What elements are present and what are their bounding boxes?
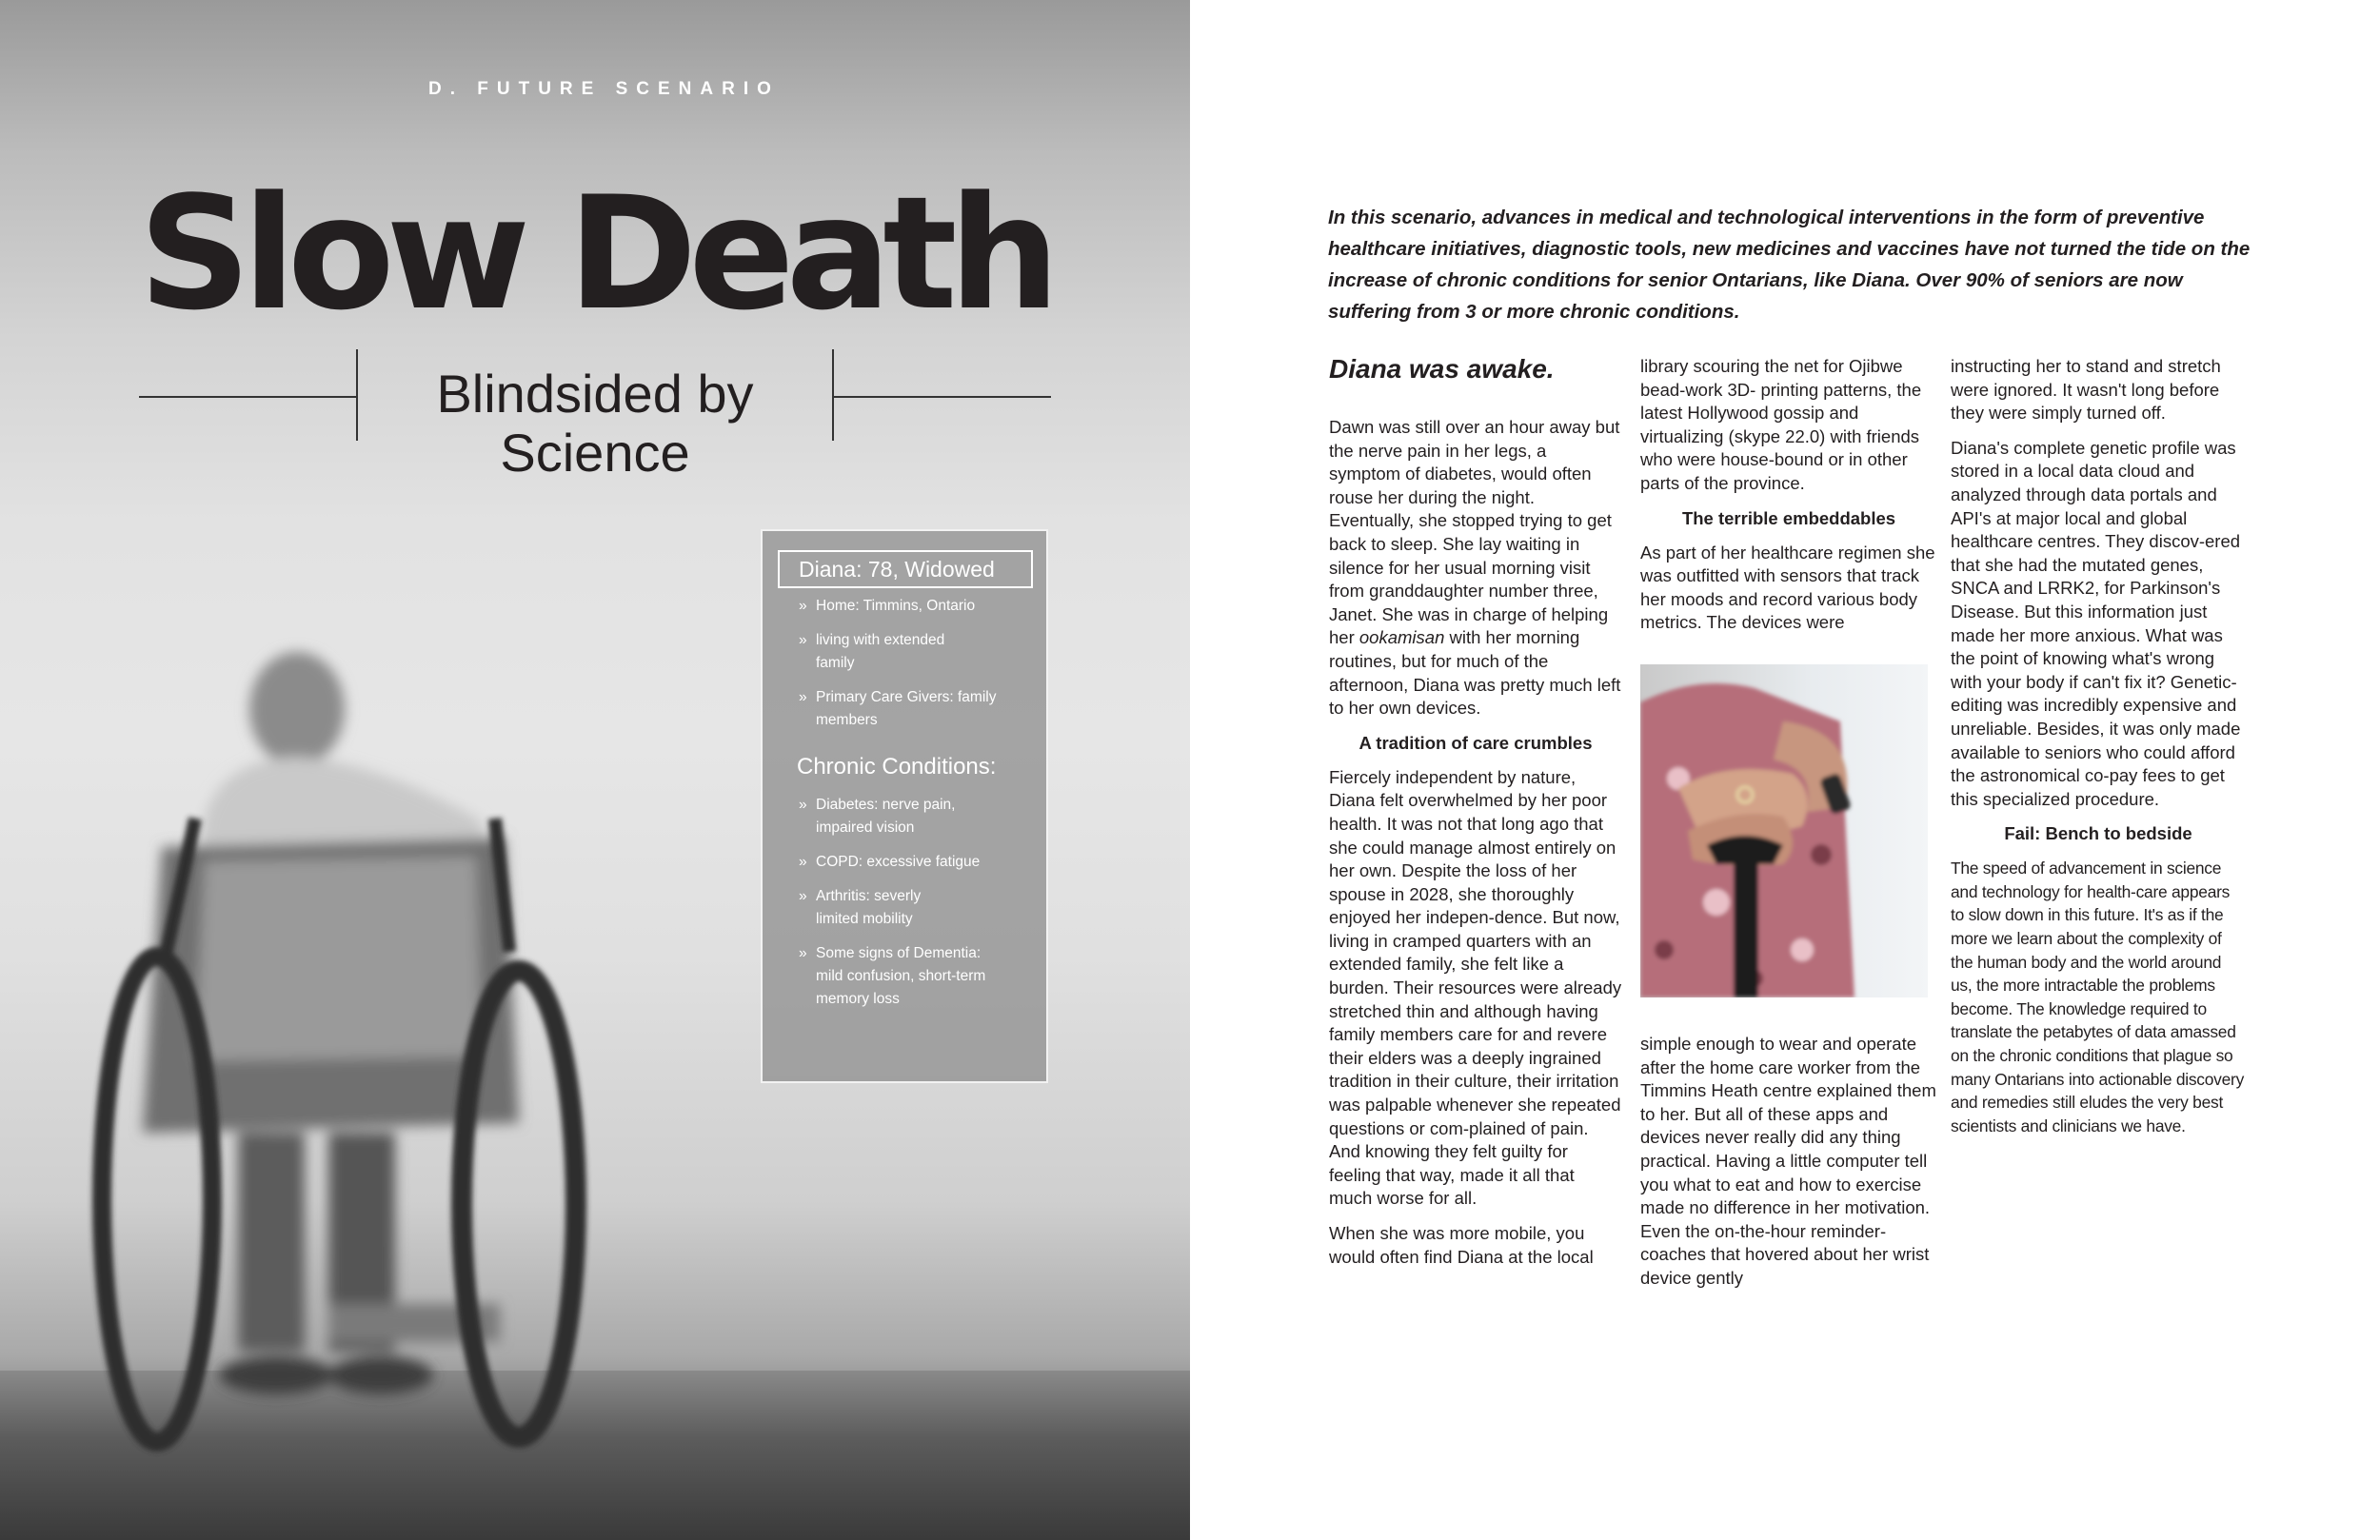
bullet-icon: »: [799, 797, 807, 813]
paragraph: Dawn was still over an hour away but the nerve pain in her legs, a symptom of diabetes, would often rouse her during the night. Eventually, she stopped trying to get back to sleep. She lay waiting in silence for her usual morning visit from granddaughter number three, Janet. She was in charge of helping her ookamisan with her morning routines, but for much of the afternoon, Diana was pretty much left to her own devices.: [1329, 417, 1621, 719]
section-heading: A tradition of care crumbles: [1359, 732, 1593, 753]
bullet-icon: »: [799, 945, 807, 961]
rule-bar-right: [832, 349, 834, 441]
intro-paragraph: In this scenario, advances in medical and technological interventions in the form of preventive healthcare initiatives, diagnostic tools, new medicines and vaccines have not turned the tide on the increase of chronic conditions for senior Ontarians, like Diana. Over 90% of seniors are now suffering from 3 or more chronic conditions.: [1328, 207, 2251, 323]
hands-on-cane-photo: [1640, 664, 1928, 997]
conditions-heading: Chronic Conditions:: [797, 754, 997, 780]
rule-left: [139, 396, 356, 398]
paragraph: instructing her to stand and stretch were ignored. It wasn't long before they were simply turned off.: [1951, 356, 2221, 424]
section-label: D. FUTURE SCENARIO: [428, 79, 780, 99]
paragraph: Diana's complete genetic profile was stored in a local data cloud and analyzed through data portals and API's at major local and global healthcare centres. They discov-ered that she had the mutated genes, SNCA and LRRK2, for Parkinson's Disease. But this information just made her more anxious. What was the point of knowing what's wrong with your body if can't fix it? Genetic-editing was incredibly expensive and unreliable. Besides, it was only made available to seniors who could afford the astronomical co-pay fees to get this specialized procedure.: [1951, 437, 2241, 809]
condition-item: » Diabetes: nerve pain, impaired vision: [799, 794, 1006, 839]
page-title: Slow Death: [138, 163, 1052, 345]
paragraph: The speed of advancement in science and technology for health-care appears to slow down in this future. It's as if the more we learn about the complexity of the human body and the world around us, the more intractable the problems become. The knowledge required to translate the petabytes of data amassed on the chronic conditions that plague so many Ontarians into actionable discovery and remedies still eludes the very best scientists and clinicians we have.: [1951, 859, 2245, 1135]
article-column-2: [1640, 355, 1937, 646]
article-column-2-continued: [1640, 1033, 1937, 1302]
bullet-icon: »: [799, 689, 807, 705]
bullet-icon: »: [799, 632, 807, 648]
paragraph: As part of her healthcare regimen she was outfitted with sensors that track her moods and record various body metrics. The devices were: [1640, 542, 1935, 633]
persona-details-list: [799, 595, 1037, 743]
section-heading: Fail: Bench to bedside: [2004, 823, 2192, 844]
rule-right: [834, 396, 1051, 398]
persona-detail: » Home: Timmins, Ontario: [799, 595, 1037, 618]
condition-item: » Some signs of Dementia: mild confusion, short-term memory loss: [799, 942, 1006, 1011]
paragraph: simple enough to wear and operate after the home care worker from the Timmins Heath centre explained them to her. But all of these apps and devices never really did any thing practical. Having a little computer tell you what to eat and how to exercise made no difference in her motivation. Even the on-the-hour reminder-coaches that hovered about her wrist device gently: [1640, 1034, 1936, 1288]
paragraph: Fiercely independent by nature, Diana felt overwhelmed by her poor health. It was not that long ago that she could manage almost entirely on her own. Despite the loss of her spouse in 2028, she thoroughly enjoyed her indepen-dence. But now, living in cramped quarters with an extended family, she felt like a burden. Their resources were already stretched thin and although having family members care for and revere their elders was a deeply ingrained tradition in their culture, their irritation was palpable whenever she repeated questions or com-plained of pain. And knowing they felt guilty for feeling that way, made it all that much worse for all.: [1329, 766, 1622, 1209]
article-lede: Diana was awake.: [1329, 354, 1555, 384]
persona-name: Diana: 78, Widowed: [778, 550, 1033, 588]
condition-item: » COPD: excessive fatigue: [799, 851, 1037, 874]
article-column-3: [1951, 355, 2246, 1149]
bullet-icon: »: [799, 888, 807, 904]
subtitle: Blindsided by Science: [436, 364, 754, 483]
persona-profile-box: [761, 529, 1048, 1083]
article-column-1: [1329, 355, 1622, 1280]
condition-item: » Arthritis: severly limited mobility: [799, 885, 959, 931]
paragraph: When she was more mobile, you would often find Diana at the local: [1329, 1223, 1594, 1267]
conditions-list: [799, 794, 1037, 1022]
persona-detail: » living with extended family: [799, 629, 949, 675]
paragraph: library scouring the net for Ojibwe bead-work 3D- printing patterns, the latest Hollywood gossip and virtualizing (skype 22.0) with friends who were house-bound or in other parts of the province.: [1640, 356, 1922, 493]
section-heading: The terrible embeddables: [1681, 507, 1896, 528]
bullet-icon: »: [799, 598, 807, 614]
bullet-icon: »: [799, 854, 807, 870]
persona-detail: » Primary Care Givers: family members: [799, 686, 1006, 732]
subtitle-frame: [139, 349, 1051, 483]
